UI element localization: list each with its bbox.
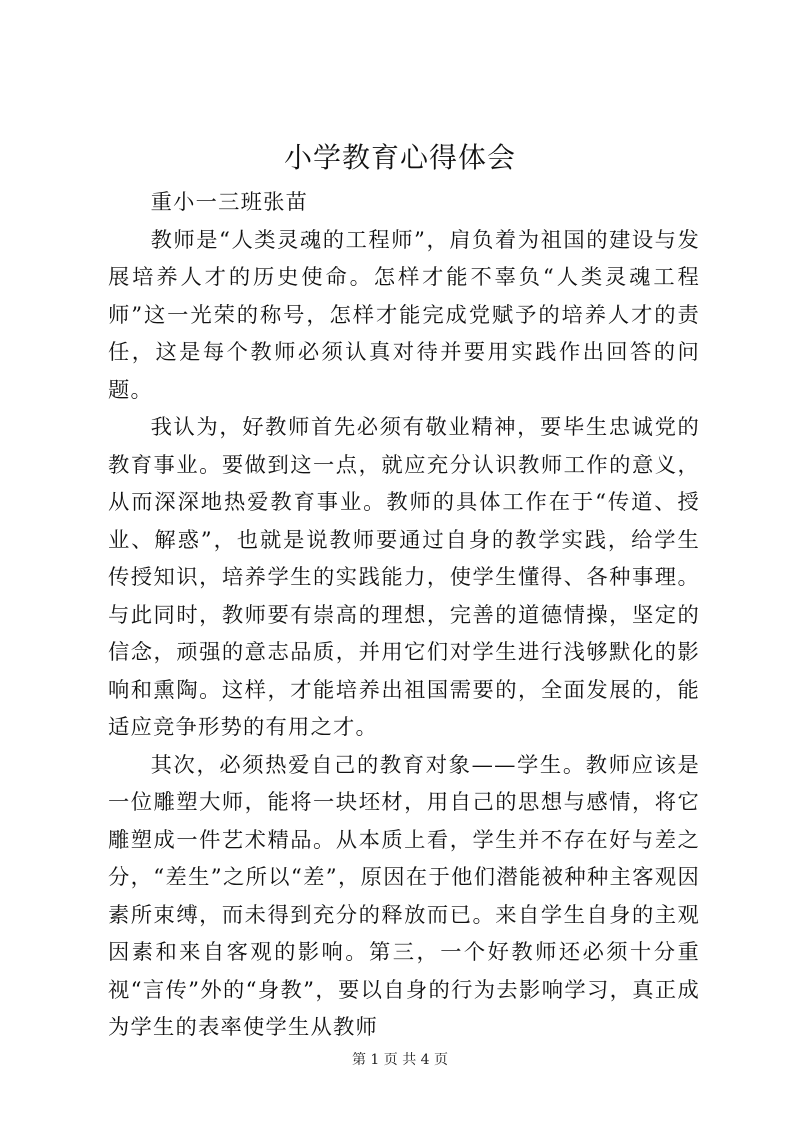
page-number-footer: 第 1 页 共 4 页 xyxy=(351,1052,449,1068)
paragraph-3: 其次，必须热爱自己的教育对象——学生。教师应该是一位雕塑大师，能将一块坯材，用自己的思想与感情，将它雕塑成一件艺术精品。从本质上看，学生并不存在好与差之分，“差生”之所以“差”，原因在于他们潜能被种种主客观因素所束缚，而未得到充分的释放而已。来自学生自身的主观因素和来自客观的影响。第三，一个好教师还必须十分重视“言传”外的“身教”，要以自身的行为去影响学习，真正成为学生的表率使学生从教师 xyxy=(108,752,700,1040)
paragraph-2: 我认为，好教师首先必须有敬业精神，要毕生忠诚党的教育事业。要做到这一点，就应充分认识教师工作的意义，从而深深地热爱教育事业。教师的具体工作在于“传道、授业、解惑”，也就是说教师要通过自身的教学实践，给学生传授知识，培养学生的实践能力，使学生懂得、各种事理。与此同时，教师要有崇高的理想，完善的道德情操，坚定的信念，顽强的意志品质，并用它们对学生进行浅够默化的影响和熏陶。这样，才能培养出祖国需要的，全面发展的，能适应竞争形势的有用之才。 xyxy=(108,415,700,740)
paragraph-1: 教师是“人类灵魂的工程师”，肩负着为祖国的建设与发展培养人才的历史使命。怎样才能不辜负“人类灵魂工程师”这一光荣的称号，怎样才能完成党赋予的培养人才的责任，这是每个教师必须认真对待并要用实践作出回答的问题。 xyxy=(108,227,700,403)
document-title: 小学教育心得体会 xyxy=(283,141,516,174)
document-body xyxy=(108,184,700,1047)
author-line: 重小一三班张苗 xyxy=(150,190,309,215)
